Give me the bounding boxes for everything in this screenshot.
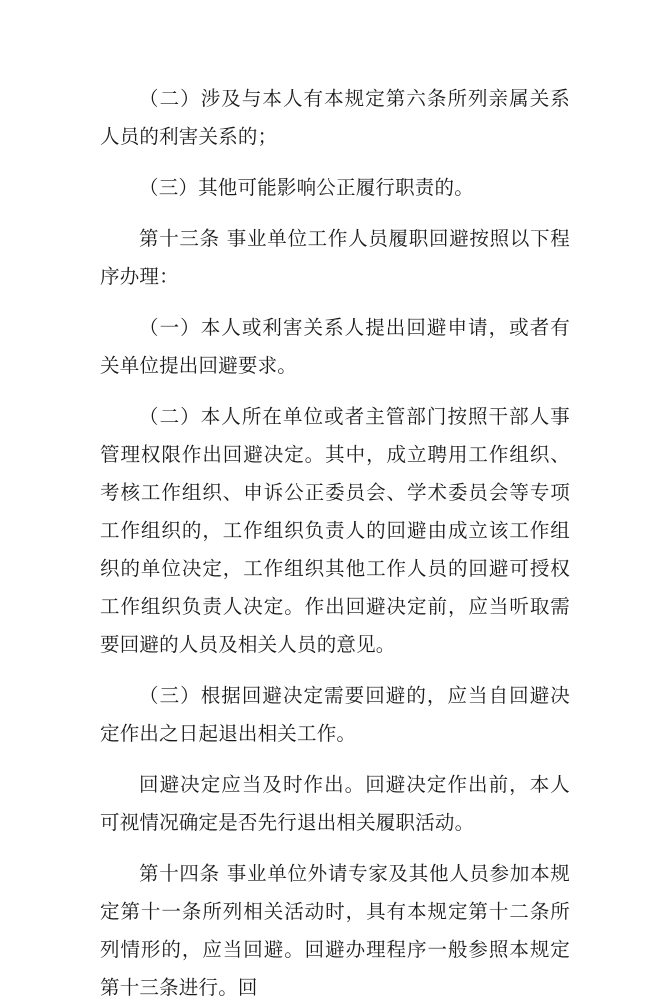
paragraph-step-1-application: （一）本人或利害关系人提出回避申请，或者有关单位提出回避要求。 xyxy=(100,316,570,377)
document-page xyxy=(100,80,570,1007)
paragraph-article-13: 第十三条 事业单位工作人员履职回避按照以下程序办理： xyxy=(100,227,570,288)
paragraph-item-3-other: （三）其他可能影响公正履行职责的。 xyxy=(139,176,474,199)
paragraph-timely-decision: 回避决定应当及时作出。回避决定作出前，本人可视情况确定是否先行退出相关履职活动。 xyxy=(100,773,570,834)
paragraph-step-3-withdraw: （三）根据回避决定需要回避的，应当自回避决定作出之日起退出相关工作。 xyxy=(100,684,570,745)
paragraph-step-2-decision: （二）本人所在单位或者主管部门按照干部人事管理权限作出回避决定。其中，成立聘用工作组织、考核工作组织、申诉公正委员会、学术委员会等专项工作组织的，工作组织负责人的回避由成立该工作组织的单位决定，工作组织其他工作人员的回避可授权工作组织负责人决定。作出回避决定前，应当听取需要回避的人员及相关人员的意见。 xyxy=(100,405,570,656)
paragraph-article-14: 第十四条 事业单位外请专家及其他人员参加本规定第十一条所列相关活动时，具有本规定第十二条所列情形的，应当回避。回避办理程序一般参照本规定第十三条进行。回 xyxy=(100,862,570,999)
paragraph-item-2-relative: （二）涉及与本人有本规定第六条所列亲属关系人员的利害关系的； xyxy=(100,87,570,148)
